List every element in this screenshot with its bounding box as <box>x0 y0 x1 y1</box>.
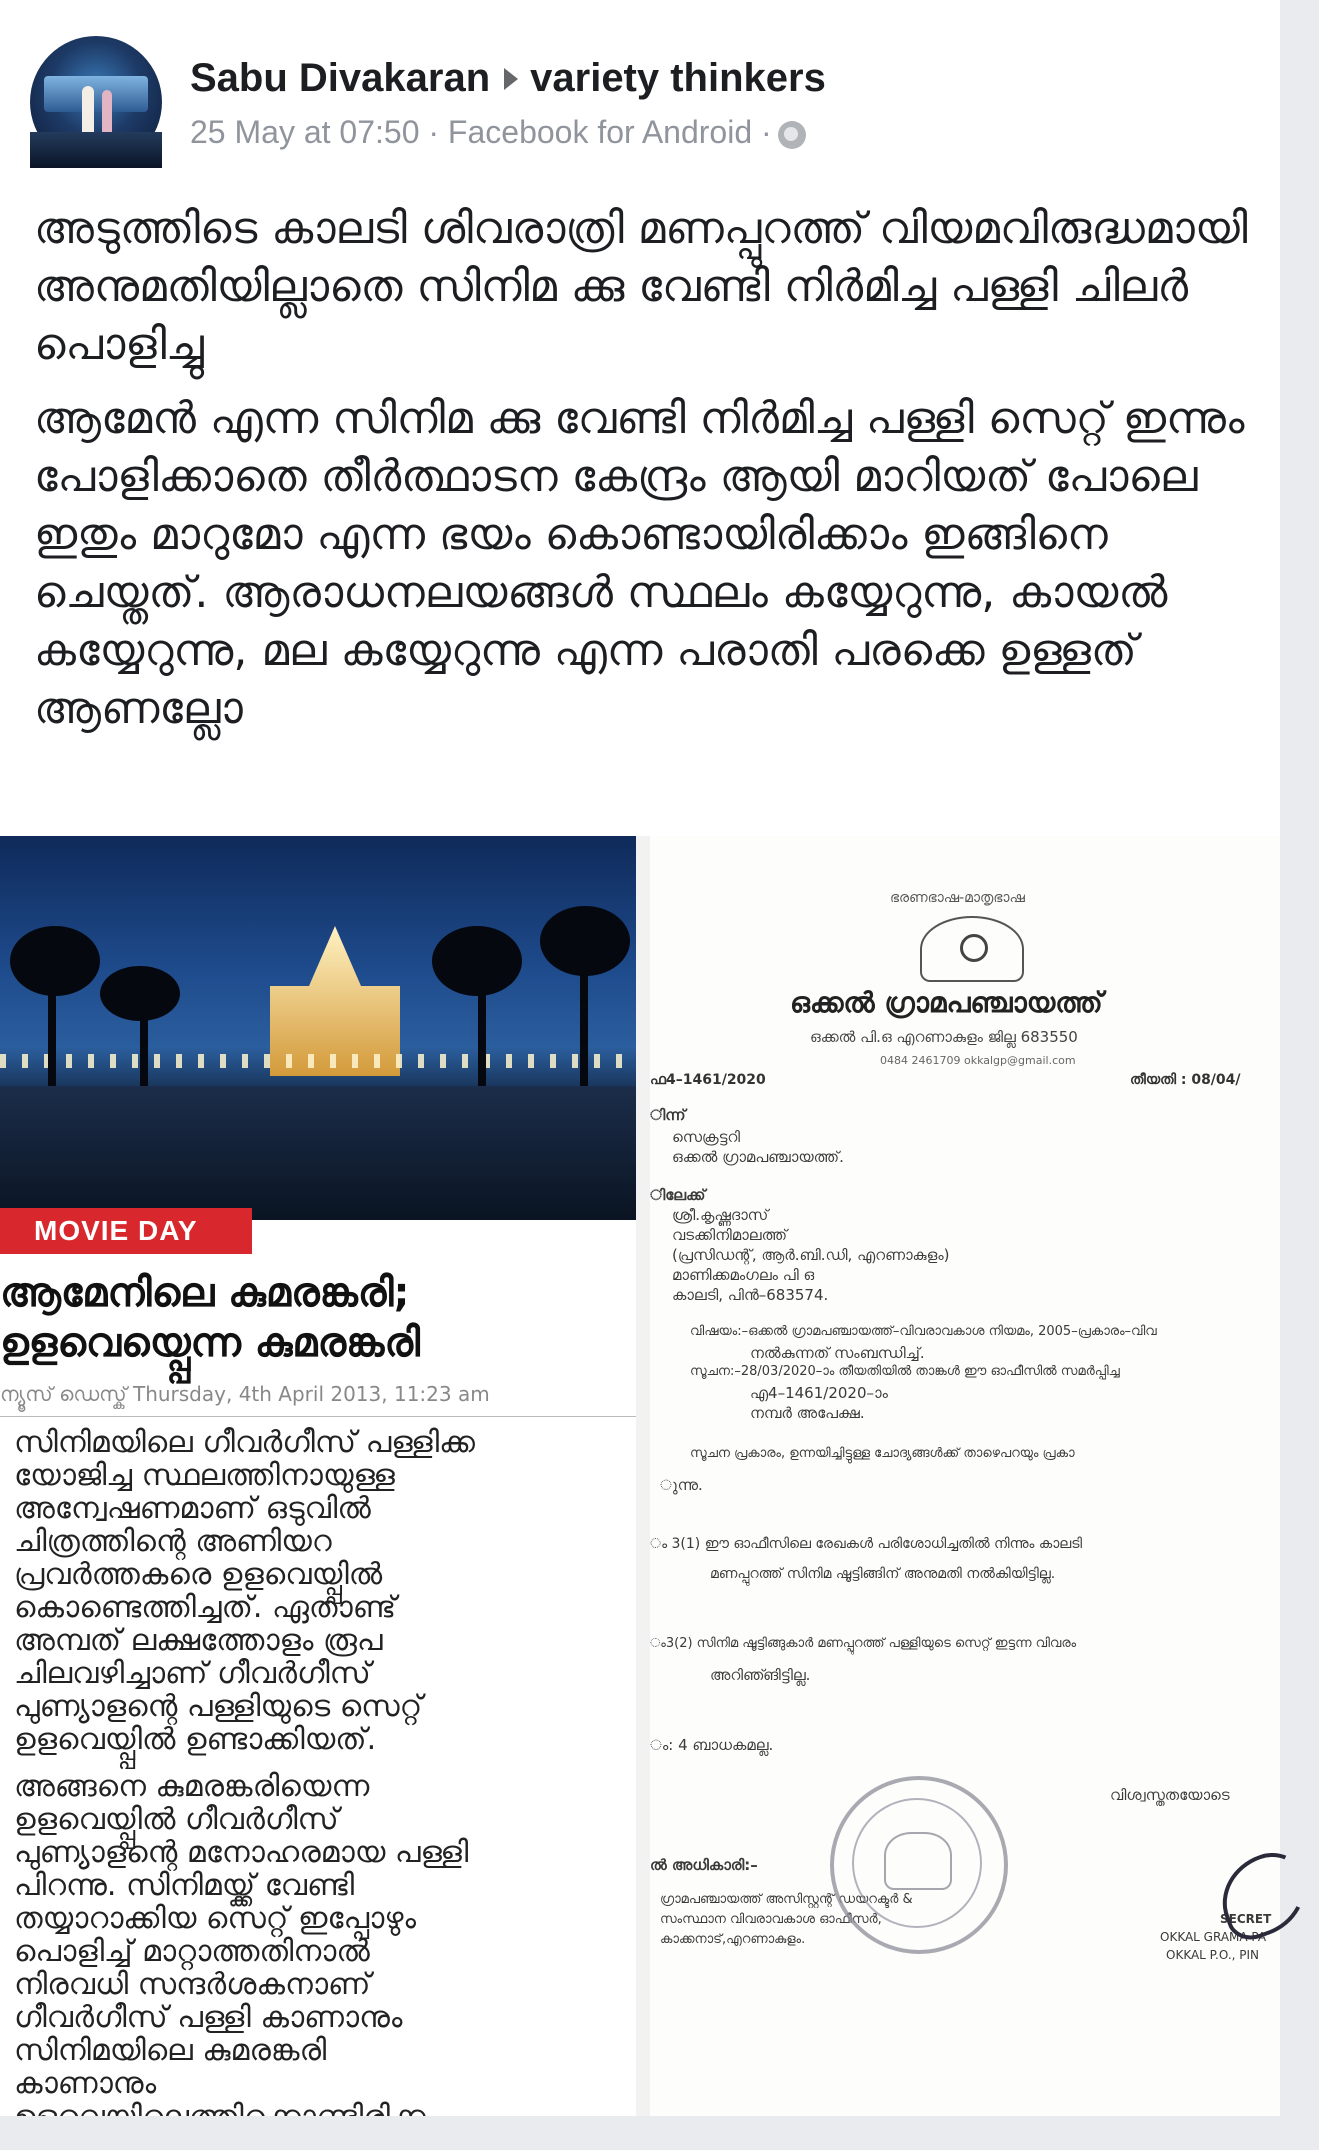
doc-contact: 0484 2461709 okkalgp@gmail.com <box>880 1054 1076 1067</box>
doc-top-label: ഭരണഭാഷ-മാതൃഭാഷ <box>890 890 1025 906</box>
doc-line: മാണിക്കമംഗലം പി ഒ <box>672 1266 815 1284</box>
doc-line: ുന്നു. <box>660 1476 703 1494</box>
doc-line: നൽകുന്നത് സംബന്ധിച്ച്. <box>750 1344 925 1362</box>
article-body <box>14 1426 636 2147</box>
byline-text: ന്യൂസ് ഡെസ്ക് Thursday, 4th April 2013, 11:23 am <box>0 1382 490 1406</box>
rti-document-image[interactable] <box>650 836 1280 2116</box>
doc-line: മണപ്പുറത്ത് സിനിമ ഷൂട്ടിങ്ങിന് അനുമതി നൽകിയിട്ടില്ല. <box>710 1566 1056 1582</box>
feed-gap <box>0 2116 1280 2150</box>
doc-line: ിലേക്ക് <box>650 1186 706 1204</box>
doc-line: എ4–1461/2020–ാം <box>750 1384 888 1402</box>
post-author-line <box>190 56 826 101</box>
movie-day-badge: MOVIE DAY <box>0 1208 252 1254</box>
article-byline <box>0 1382 636 1406</box>
doc-line: അറിഞ്ങിട്ടില്ല. <box>710 1666 811 1684</box>
doc-line: വിശ്വസ്തതയോടെ <box>1110 1786 1230 1804</box>
doc-line: സൂചന:–28/03/2020–ാം തീയതിയിൽ താങ്കൾ ഈ ഓഫീസിൽ സമർപ്പിച്ച <box>690 1364 1120 1379</box>
doc-line: (പ്രസിഡന്റ്, ആർ.ബി.ഡി, എറണാകുളം) <box>672 1246 950 1264</box>
doc-line: നമ്പർ അപേക്ഷ. <box>750 1404 865 1422</box>
post-timestamp[interactable]: 25 May at 07:50 · Facebook for Android · <box>190 114 772 150</box>
article-paragraph-2: അങ്ങനെ കുമരങ്കരിയെന്ന ഉളവെയ്പ്പിൽ ഗീവർഗീസ് പുണ്യാളന്റെ മനോഹരമായ പള്ളി പിറന്നു. സിനിമയ്ക്ക് വേണ്ടി തയ്യാറാക്കിയ സെറ്റ് ഇപ്പോഴും പൊളിച്ച് മാറ്റാത്തതിനാൽ നിരവധി സന്ദർശകനാണ് ഗീവർഗീസ് പള്ളി കാണാനും സിനിമയിലെ കുമരങ്കരി കാണാനും <box>14 1769 469 2101</box>
author-name[interactable]: Sabu Divakaran <box>190 56 491 100</box>
doc-address: ഒക്കൽ പി.ഒ എറണാകുളം ജില്ല 683550 <box>810 1028 1078 1046</box>
post-text <box>34 200 1254 754</box>
doc-line: ം3(2) സിനിമ ഷൂട്ടിങ്ങുകാർ മണപ്പുറത്ത് പള്ളിയുടെ സെറ്റ് ഇട്ടന്ന വിവരം <box>650 1636 1077 1651</box>
doc-title: ഒക്കൽ ഗ്രാമപഞ്ചായത്ത് <box>790 986 1103 1019</box>
doc-line: വടക്കിനിമാലത്ത് <box>672 1226 788 1244</box>
doc-line: ഒക്കൽ ഗ്രാമപഞ്ചായത്ത്. <box>672 1148 844 1166</box>
news-clipping-image[interactable] <box>0 836 636 2116</box>
caret-right-icon <box>504 68 518 90</box>
article-headline <box>0 1268 636 1368</box>
doc-line: ൽ അധികാരി:– <box>650 1856 758 1874</box>
doc-line: OKKAL P.O., PIN <box>1166 1948 1260 1962</box>
post-meta <box>190 114 806 151</box>
post-header <box>30 36 1250 176</box>
headline-line-2: ഉളവെയ്പ്പെന്ന കുമരങ്കരി <box>0 1320 421 1366</box>
doc-line: ശ്രീ.കൃഷ്ണദാസ് <box>672 1206 769 1224</box>
group-name[interactable]: variety thinkers <box>530 56 826 100</box>
office-seal-icon <box>830 1776 1008 1954</box>
doc-date: തീയതി : 08/04/ <box>1130 1072 1241 1088</box>
post-paragraph-1: അടുത്തിടെ കാലടി ശിവരാത്രി മണപ്പുറത്ത് വിയമവിരുദ്ധമായി അനുമതിയില്ലാതെ സിനിമ ക്കു വേണ്ടി നിർമിച്ച പള്ളി ചിലർ പൊളിച്ചു <box>34 203 1248 370</box>
doc-line: ഗ്രാമപഞ്ചായത്ത് അസിസ്റ്റന്റ് ഡയറക്ടർ & <box>660 1892 913 1907</box>
church-photo <box>0 836 636 1220</box>
doc-line: SECRET <box>1220 1912 1272 1926</box>
doc-line: കാക്കനാട്,എറണാകുളം. <box>660 1932 806 1947</box>
doc-line: ിന്ന് <box>650 1106 686 1124</box>
doc-line: വിഷയം:–ഒക്കൽ ഗ്രാമപഞ്ചായത്ത്–വിവരാവകാശ നിയമം, 2005–പ്രകാരം–വിവ <box>690 1324 1157 1339</box>
headline-line-1: ആമേനിലെ കുമരങ്കരി; <box>0 1270 410 1316</box>
globe-icon <box>778 121 806 149</box>
image-divider <box>636 836 650 2116</box>
article-paragraph-1: സിനിമയിലെ ഗീവർഗീസ് പള്ളിക്ക യോജിച്ച സ്ഥലത്തിനായുള്ള അന്വേഷണമാണ് ഒടുവിൽ ചിത്രത്തിന്റെ അണിയറ പ്രവർത്തകരെ ഉളവെയ്പ്പിൽ കൊണ്ടെത്തിച്ചത്. ഏതാണ്ട് അമ്പത് ലക്ഷത്തോളം രൂപ ചിലവഴിച്ചാണ് ഗീവർഗീസ് പുണ്യാളന്റെ പള്ളിയുടെ സെറ്റ് ഉളവെയ്പ്പിൽ ഉണ്ടാക്കിയത്. <box>14 1425 475 1757</box>
avatar[interactable] <box>30 36 162 168</box>
doc-line: സൂചന പ്രകാരം, ഉന്നയിച്ചിട്ടുള്ള ചോദ്യങ്ങൾക്ക് താഴെപറയും പ്രകാ <box>690 1446 1075 1461</box>
doc-reference: ഫ4–1461/2020 <box>650 1072 766 1088</box>
doc-line: സെക്രട്ടറി <box>672 1128 740 1146</box>
kerala-emblem-icon <box>920 916 1024 982</box>
doc-line: സംസ്ഥാന വിവരാവകാശ ഓഫീസർ, <box>660 1912 882 1927</box>
doc-line: ം: 4 ബാധകമല്ല. <box>650 1736 774 1754</box>
doc-line: OKKAL GRAMA PA <box>1160 1930 1267 1944</box>
doc-line: ം 3(1) ഈ ഓഫീസിലെ രേഖകൾ പരിശോധിച്ചതിൽ നിന്നും കാലടി <box>650 1536 1082 1552</box>
post-paragraph-2: ആമേൻ എന്ന സിനിമ ക്കു വേണ്ടി നിർമിച്ച പള്ളി സെറ്റ് ഇന്നും പോളിക്കാതെ തീർത്ഥാടന കേന്ദ്രം ആയി മാറിയത് പോലെ ഇതും മാറുമോ എന്ന ഭയം കൊണ്ടായിരിക്കാം ഇങ്ങിനെ ചെയ്തത്. ആരാധനലയങ്ങൾ സ്ഥലം കയ്യേറുന്നു, കായൽ കയ്യേറുന്നു, മല കയ്യേറുന്നു എന്ന പരാതി പരക്കെ ഉള്ളത് ആണല്ലോ <box>34 393 1245 734</box>
doc-line: കാലടി, പിൻ–683574. <box>672 1286 829 1304</box>
